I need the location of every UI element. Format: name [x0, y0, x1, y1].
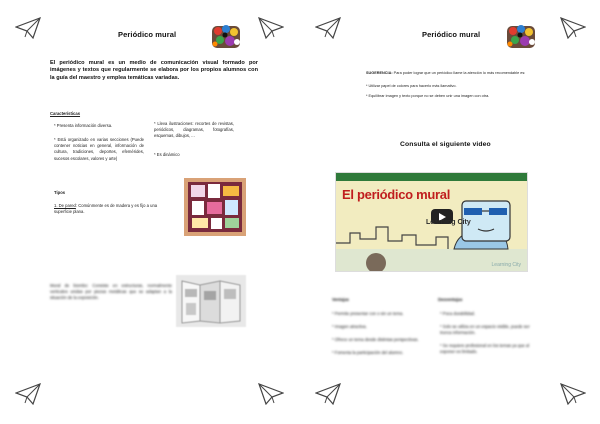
desventajas-item: * Poca durabilidad.	[440, 311, 476, 316]
caracteristica-item: * Es dinámico	[154, 152, 180, 157]
intro-paragraph: El periódico mural es un medio de comunicación visual formado por imágenes y textos que regularmente se elabora por los propios alumnos con la guía del maestro y emplea temáticas variadas.	[50, 60, 258, 81]
caracteristica-item: * Está organizado en varias secciones (Puede contener noticias en general, información de cultura, tradiciones, deportes, efemérides, sucesos escolares, valores y arte)	[54, 137, 144, 161]
ventajas-item: * Permite presentar con o sin un tema.	[332, 311, 404, 316]
sugerencia-item: * Equilibrar imagen y texto porque no se deben unir una imagen con otra.	[366, 94, 490, 98]
paper-plane-icon	[258, 17, 284, 39]
paper-plane-icon	[560, 17, 586, 39]
page-title-left: Periódico mural	[118, 30, 177, 39]
sugerencia-label: SUGERENCIA:	[366, 71, 393, 75]
desventajas-item: * Solo se utiliza en un espacio visible, puede ser trunca información.	[440, 324, 530, 336]
caracteristica-item: * Lleva ilustraciones: recortes de revistas, periódicos, diagramas, fotografías, esquemas, dibujos, ...	[154, 121, 234, 139]
paper-plane-icon	[315, 17, 341, 39]
ventajas-item: * Ofrece un tema desde distintas perspectivas.	[332, 337, 419, 342]
paper-plane-icon	[560, 383, 586, 405]
video-heading: Consulta el siguiente video	[400, 141, 491, 148]
ventajas-heading: Ventajas	[332, 297, 349, 302]
sugerencia-text: Para poder lograr que un periódico llame la atención lo más recomendable es:	[393, 71, 526, 75]
tipo-biombo-text: Mural de biombo: Consiste en estructuras, normalmente verticales unidas por piezas metálicas que se adaptan a la situación de la exposición.	[50, 283, 172, 301]
mural-collage-icon	[505, 22, 537, 50]
tipo-de-pared-label: 1. De pared	[54, 203, 76, 208]
mural-photo	[184, 178, 246, 236]
paper-plane-icon	[315, 383, 341, 405]
ventajas-item: * Imagen atractiva.	[332, 324, 367, 329]
sugerencia-item: * Utilizar papel de colores para hacerlo más llamativo.	[366, 84, 457, 88]
desventajas-heading: Desventajas	[438, 297, 463, 302]
paper-plane-icon	[258, 383, 284, 405]
video-watermark: Learning City	[491, 262, 521, 268]
page-title-right: Periódico mural	[422, 30, 481, 39]
tipos-heading: Tipos	[54, 190, 66, 195]
paper-plane-icon	[15, 17, 41, 39]
tipo-de-pared-text: : Comúnmente es de madera y es fijo a una superficie plana.	[54, 203, 158, 215]
desventajas-item: * Se requiere profesional en los temas ya que al exponer es limitado.	[440, 343, 530, 355]
video-subtitle: Learning City	[426, 219, 471, 226]
tipo-de-pared	[54, 203, 176, 215]
video-title: El periódico mural	[342, 187, 451, 202]
paper-plane-icon	[15, 383, 41, 405]
caracteristicas-heading: Características	[50, 111, 81, 116]
sugerencia-paragraph	[366, 70, 536, 76]
mural-collage-icon	[210, 22, 242, 50]
caracteristica-item: * Presenta información diversa.	[54, 123, 113, 128]
video-player[interactable]	[335, 172, 528, 272]
ventajas-item: * Fomenta la participación del alumno.	[332, 350, 404, 355]
biombo-photo	[176, 275, 246, 327]
